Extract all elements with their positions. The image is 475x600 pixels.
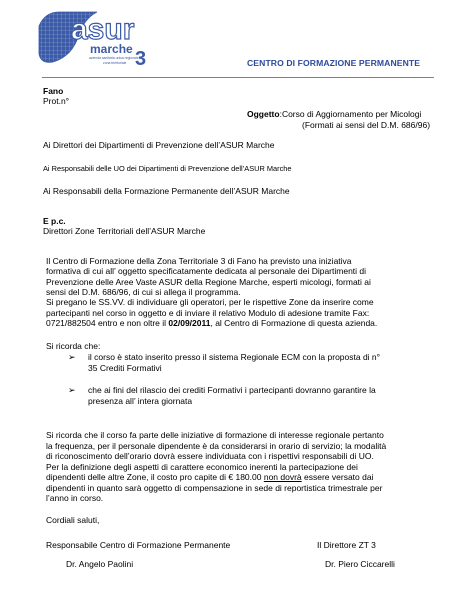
body-line: sensi del D.M. 686/96, di cui si allega il programma. bbox=[46, 287, 241, 297]
body-line: Prevenzione delle Aree Vaste ASUR della Regione Marche, esperti micologi, formati ai bbox=[46, 277, 371, 287]
epc-text: Direttori Zone Territoriali dell’ASUR Marche bbox=[43, 226, 206, 236]
body-line: dipendenti in quanto sarà oggetto di compensazione in sede di reportistica trimestrale per bbox=[46, 483, 383, 493]
body-line: Per la definizione degli aspetti di carattere economico inerenti la partecipazione dei bbox=[46, 462, 358, 472]
place: Fano bbox=[43, 86, 64, 96]
subject-subtitle: (Formati ai sensi del D.M. 686/96) bbox=[302, 120, 431, 130]
logo-number: 3 bbox=[135, 48, 147, 70]
asur-logo-graphic bbox=[37, 6, 157, 72]
bullet-2-line-1: che ai fini del rilascio dei crediti Formativi i partecipanti dovranno garantire la bbox=[88, 385, 376, 395]
signature-left-name: Dr. Angelo Paolini bbox=[66, 559, 134, 569]
body-line: di riconoscimento dell’orario dovrà essere individuata con i rispettivi responsabili di UO. bbox=[46, 451, 374, 461]
reminder-heading: Si ricorda che: bbox=[46, 341, 101, 351]
subject-text: :Corso di Aggiornamento per Micologi bbox=[279, 109, 422, 119]
bullet-2-line-2: presenza all’ intera giornata bbox=[88, 396, 193, 406]
body-line: partecipanti nel corso in oggetto e di inviare il relativo Modulo di adesione tramite Fax: bbox=[46, 308, 370, 318]
header-title: CENTRO DI FORMAZIONE PERMANENTE bbox=[247, 58, 421, 68]
body-line: Si ricorda che il corso fa parte delle iniziative di formazione di interesse regionale pertanto bbox=[46, 430, 384, 440]
recipient-2: Ai Responsabili delle UO dei Dipartimenti di Prevenzione dell’ASUR Marche bbox=[43, 164, 292, 173]
body-line: Si pregano le SS.VV. di individuare gli operatori, per le rispettive Zone da inserire come bbox=[46, 297, 374, 307]
recipient-3: Ai Responsabili della Formazione Permanente dell’ASUR Marche bbox=[43, 186, 290, 196]
subject-line bbox=[247, 109, 421, 120]
subject-label: Oggetto bbox=[247, 109, 280, 119]
signature-right-role: Il Direttore ZT 3 bbox=[317, 540, 376, 550]
closing-greeting: Cordiali saluti, bbox=[46, 515, 100, 525]
logo-tagline-2: zona territoriale bbox=[103, 61, 127, 65]
body-line-deadline bbox=[46, 318, 377, 329]
bullet-1-line-2: 35 Crediti Formativi bbox=[88, 363, 162, 373]
body-line-cost bbox=[46, 472, 373, 483]
epc-label: E p.c. bbox=[43, 216, 66, 226]
header-divider bbox=[42, 77, 434, 78]
asur-marche-logo bbox=[37, 6, 157, 72]
body-line: la frequenza, per il personale dipendente è da considerarsi in orario di servizio; la modalità bbox=[46, 441, 387, 451]
body-line: l’anno in corso. bbox=[46, 493, 104, 503]
cost-prefix: dipendenti delle altre Zone, il costo pro capite di € 180.00 bbox=[46, 472, 264, 482]
logo-main-text: asur bbox=[71, 13, 135, 46]
cost-suffix: essere versato dai bbox=[301, 472, 374, 482]
protocol-number: Prot.n° bbox=[43, 96, 70, 106]
deadline-date: 02/09/2011 bbox=[168, 318, 211, 328]
bullet-arrow-icon: ➢ bbox=[68, 385, 76, 395]
bullet-arrow-icon: ➢ bbox=[68, 352, 76, 362]
bullet-1-line-1: il corso è stato inserito presso il sistema Regionale ECM con la proposta di n° bbox=[88, 352, 381, 362]
recipient-1: Ai Direttori dei Dipartimenti di Prevenzione dell’ASUR Marche bbox=[43, 140, 275, 150]
cost-underlined: non dovrà bbox=[263, 472, 302, 482]
body-line: formativa di cui all’ oggetto specificatamente dedicata al personale dei Dipartimenti di bbox=[46, 266, 367, 276]
logo-sub-text: marche bbox=[90, 42, 133, 56]
body-line: Il Centro di Formazione della Zona Territoriale 3 di Fano ha previsto una iniziativa bbox=[46, 256, 352, 266]
signature-right-name: Dr. Piero Ciccarelli bbox=[325, 559, 395, 569]
signature-left-role: Responsabile Centro di Formazione Permanente bbox=[46, 540, 231, 550]
deadline-suffix: , al Centro di Formazione di questa azienda. bbox=[210, 318, 378, 328]
deadline-prefix: 0721/882504 entro e non oltre il bbox=[46, 318, 169, 328]
logo-tagline-1: azienda sanitaria unica regionale bbox=[89, 56, 139, 60]
